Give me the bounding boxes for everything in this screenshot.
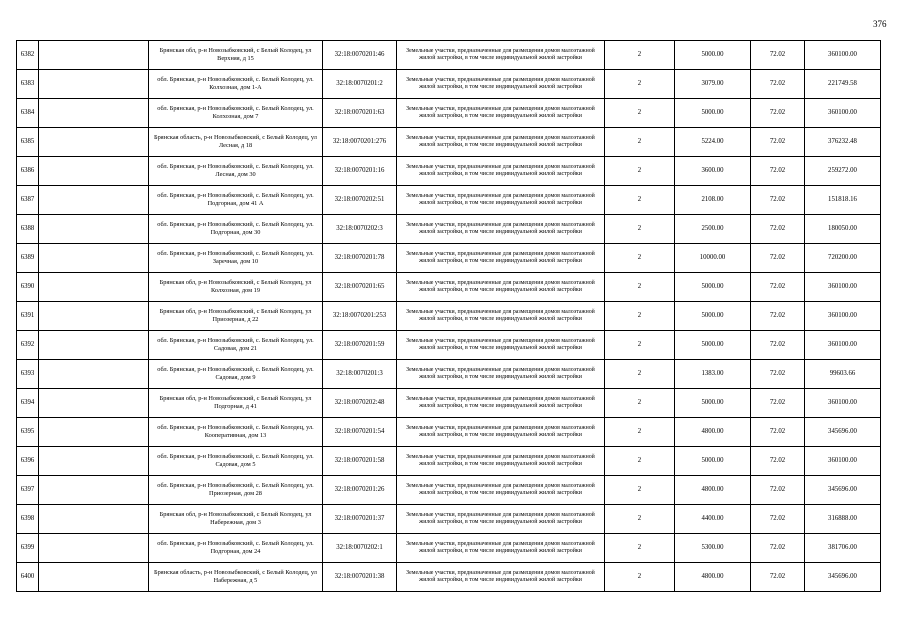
land-use-cell: Земельные участки, предназначенные для размещения домов малоэтажной жилой застройки, в том числе индивидуальной жилой застройки bbox=[397, 534, 605, 563]
cadastral-value-cell: 99603.66 bbox=[805, 360, 881, 389]
area-cell: 5300.00 bbox=[675, 534, 751, 563]
blank-cell bbox=[39, 244, 149, 273]
land-use-cell: Земельные участки, предназначенные для размещения домов малоэтажной жилой застройки, в том числе индивидуальной жилой застройки bbox=[397, 447, 605, 476]
table-row bbox=[17, 273, 881, 302]
address-cell: Брянская обл, р-н Новозыбковский, с Белый Колодец, ул Набережная, дом 3 bbox=[149, 505, 323, 534]
area-cell: 4800.00 bbox=[675, 418, 751, 447]
address-cell: Брянская обл, р-н Новозыбковский, с Белый Колодец, ул Колхозная, дом 19 bbox=[149, 273, 323, 302]
cadastral-value-cell: 360100.00 bbox=[805, 273, 881, 302]
land-use-cell: Земельные участки, предназначенные для размещения домов малоэтажной жилой застройки, в том числе индивидуальной жилой застройки bbox=[397, 505, 605, 534]
row-number-cell: 6397 bbox=[17, 476, 39, 505]
table-row bbox=[17, 331, 881, 360]
row-number-cell: 6394 bbox=[17, 389, 39, 418]
table-row bbox=[17, 99, 881, 128]
address-cell: Брянская область, р-н Новозыбковский, с Белый Колодец, ул Набережная, д 5 bbox=[149, 563, 323, 592]
address-cell: обл. Брянская, р-н Новозыбковский, с. Белый Колодец, ул. Колхозная, дом 1-А bbox=[149, 70, 323, 99]
specific-value-cell: 72.02 bbox=[751, 128, 805, 157]
address-cell: обл. Брянская, р-н Новозыбковский, с. Белый Колодец, ул. Кооперативная, дом 13 bbox=[149, 418, 323, 447]
blank-cell bbox=[39, 186, 149, 215]
category-code-cell: 2 bbox=[605, 418, 675, 447]
cadastral-value-cell: 360100.00 bbox=[805, 389, 881, 418]
land-use-cell: Земельные участки, предназначенные для размещения домов малоэтажной жилой застройки, в том числе индивидуальной жилой застройки bbox=[397, 70, 605, 99]
blank-cell bbox=[39, 331, 149, 360]
table-row bbox=[17, 157, 881, 186]
specific-value-cell: 72.02 bbox=[751, 476, 805, 505]
cadastral-number-cell: 32:18:0070201:276 bbox=[323, 128, 397, 157]
specific-value-cell: 72.02 bbox=[751, 418, 805, 447]
table-row bbox=[17, 534, 881, 563]
address-cell: обл. Брянская, р-н Новозыбковский, с. Белый Колодец, ул. Заречная, дом 10 bbox=[149, 244, 323, 273]
cadastral-value-cell: 345696.00 bbox=[805, 563, 881, 592]
address-cell: обл. Брянская, р-н Новозыбковский, с. Белый Колодец, ул. Колхозная, дом 7 bbox=[149, 99, 323, 128]
specific-value-cell: 72.02 bbox=[751, 360, 805, 389]
cadastral-number-cell: 32:18:0070201:63 bbox=[323, 99, 397, 128]
area-cell: 4800.00 bbox=[675, 563, 751, 592]
row-number-cell: 6386 bbox=[17, 157, 39, 186]
land-use-cell: Земельные участки, предназначенные для размещения домов малоэтажной жилой застройки, в том числе индивидуальной жилой застройки bbox=[397, 186, 605, 215]
cadastral-number-cell: 32:18:0070202:1 bbox=[323, 534, 397, 563]
blank-cell bbox=[39, 273, 149, 302]
specific-value-cell: 72.02 bbox=[751, 41, 805, 70]
row-number-cell: 6390 bbox=[17, 273, 39, 302]
area-cell: 5000.00 bbox=[675, 302, 751, 331]
land-use-cell: Земельные участки, предназначенные для размещения домов малоэтажной жилой застройки, в том числе индивидуальной жилой застройки bbox=[397, 563, 605, 592]
land-use-cell: Земельные участки, предназначенные для размещения домов малоэтажной жилой застройки, в том числе индивидуальной жилой застройки bbox=[397, 99, 605, 128]
land-use-cell: Земельные участки, предназначенные для размещения домов малоэтажной жилой застройки, в том числе индивидуальной жилой застройки bbox=[397, 476, 605, 505]
row-number-cell: 6396 bbox=[17, 447, 39, 476]
category-code-cell: 2 bbox=[605, 244, 675, 273]
area-cell: 4400.00 bbox=[675, 505, 751, 534]
registry-body bbox=[17, 41, 881, 592]
blank-cell bbox=[39, 128, 149, 157]
specific-value-cell: 72.02 bbox=[751, 505, 805, 534]
row-number-cell: 6391 bbox=[17, 302, 39, 331]
address-cell: обл. Брянская, р-н Новозыбковский, с. Белый Колодец, ул. Приозерная, дом 28 bbox=[149, 476, 323, 505]
address-cell: обл. Брянская, р-н Новозыбковский, с. Белый Колодец, ул. Садовая, дом 9 bbox=[149, 360, 323, 389]
address-cell: обл. Брянская, р-н Новозыбковский, с. Белый Колодец, ул. Подгорная, дом 24 bbox=[149, 534, 323, 563]
row-number-cell: 6387 bbox=[17, 186, 39, 215]
category-code-cell: 2 bbox=[605, 273, 675, 302]
registry-table bbox=[16, 40, 881, 592]
address-cell: Брянская обл, р-н Новозыбковский, с Белый Колодец, ул Приозерная, д 22 bbox=[149, 302, 323, 331]
cadastral-number-cell: 32:18:0070201:253 bbox=[323, 302, 397, 331]
area-cell: 2500.00 bbox=[675, 215, 751, 244]
blank-cell bbox=[39, 389, 149, 418]
cadastral-value-cell: 381706.00 bbox=[805, 534, 881, 563]
row-number-cell: 6388 bbox=[17, 215, 39, 244]
table-row bbox=[17, 215, 881, 244]
category-code-cell: 2 bbox=[605, 447, 675, 476]
area-cell: 3600.00 bbox=[675, 157, 751, 186]
table-row bbox=[17, 563, 881, 592]
row-number-cell: 6392 bbox=[17, 331, 39, 360]
row-number-cell: 6398 bbox=[17, 505, 39, 534]
cadastral-number-cell: 32:18:0070201:38 bbox=[323, 563, 397, 592]
blank-cell bbox=[39, 563, 149, 592]
area-cell: 3079.00 bbox=[675, 70, 751, 99]
land-use-cell: Земельные участки, предназначенные для размещения домов малоэтажной жилой застройки, в том числе индивидуальной жилой застройки bbox=[397, 128, 605, 157]
category-code-cell: 2 bbox=[605, 534, 675, 563]
category-code-cell: 2 bbox=[605, 70, 675, 99]
specific-value-cell: 72.02 bbox=[751, 186, 805, 215]
area-cell: 5000.00 bbox=[675, 41, 751, 70]
category-code-cell: 2 bbox=[605, 331, 675, 360]
category-code-cell: 2 bbox=[605, 360, 675, 389]
specific-value-cell: 72.02 bbox=[751, 70, 805, 99]
category-code-cell: 2 bbox=[605, 186, 675, 215]
cadastral-value-cell: 345696.00 bbox=[805, 418, 881, 447]
table-row bbox=[17, 302, 881, 331]
cadastral-value-cell: 360100.00 bbox=[805, 447, 881, 476]
blank-cell bbox=[39, 215, 149, 244]
cadastral-number-cell: 32:18:0070201:58 bbox=[323, 447, 397, 476]
land-use-cell: Земельные участки, предназначенные для размещения домов малоэтажной жилой застройки, в том числе индивидуальной жилой застройки bbox=[397, 389, 605, 418]
category-code-cell: 2 bbox=[605, 389, 675, 418]
table-row bbox=[17, 505, 881, 534]
blank-cell bbox=[39, 41, 149, 70]
area-cell: 2108.00 bbox=[675, 186, 751, 215]
blank-cell bbox=[39, 70, 149, 99]
row-number-cell: 6382 bbox=[17, 41, 39, 70]
specific-value-cell: 72.02 bbox=[751, 563, 805, 592]
cadastral-value-cell: 360100.00 bbox=[805, 302, 881, 331]
cadastral-value-cell: 151818.16 bbox=[805, 186, 881, 215]
cadastral-number-cell: 32:18:0070201:46 bbox=[323, 41, 397, 70]
address-cell: Брянская обл, р-н Новозыбковский, с Белый Колодец, ул Подгорная, д 41 bbox=[149, 389, 323, 418]
specific-value-cell: 72.02 bbox=[751, 99, 805, 128]
category-code-cell: 2 bbox=[605, 476, 675, 505]
category-code-cell: 2 bbox=[605, 302, 675, 331]
table-row bbox=[17, 418, 881, 447]
area-cell: 5000.00 bbox=[675, 389, 751, 418]
table-row bbox=[17, 186, 881, 215]
category-code-cell: 2 bbox=[605, 563, 675, 592]
land-use-cell: Земельные участки, предназначенные для размещения домов малоэтажной жилой застройки, в том числе индивидуальной жилой застройки bbox=[397, 302, 605, 331]
cadastral-number-cell: 32:18:0070201:37 bbox=[323, 505, 397, 534]
cadastral-number-cell: 32:18:0070201:59 bbox=[323, 331, 397, 360]
cadastral-number-cell: 32:18:0070202:3 bbox=[323, 215, 397, 244]
cadastral-number-cell: 32:18:0070201:65 bbox=[323, 273, 397, 302]
cadastral-number-cell: 32:18:0070201:16 bbox=[323, 157, 397, 186]
address-cell: Брянская обл, р-н Новозыбковский, с Белый Колодец, ул Верхняя, д 15 bbox=[149, 41, 323, 70]
cadastral-value-cell: 376232.48 bbox=[805, 128, 881, 157]
address-cell: Брянская область, р-н Новозыбковский, с Белый Колодец, ул Лесная, д 18 bbox=[149, 128, 323, 157]
area-cell: 1383.00 bbox=[675, 360, 751, 389]
land-use-cell: Земельные участки, предназначенные для размещения домов малоэтажной жилой застройки, в том числе индивидуальной жилой застройки bbox=[397, 360, 605, 389]
land-use-cell: Земельные участки, предназначенные для размещения домов малоэтажной жилой застройки, в том числе индивидуальной жилой застройки bbox=[397, 157, 605, 186]
specific-value-cell: 72.02 bbox=[751, 215, 805, 244]
cadastral-value-cell: 259272.00 bbox=[805, 157, 881, 186]
land-use-cell: Земельные участки, предназначенные для размещения домов малоэтажной жилой застройки, в том числе индивидуальной жилой застройки bbox=[397, 215, 605, 244]
blank-cell bbox=[39, 99, 149, 128]
category-code-cell: 2 bbox=[605, 505, 675, 534]
blank-cell bbox=[39, 157, 149, 186]
row-number-cell: 6393 bbox=[17, 360, 39, 389]
specific-value-cell: 72.02 bbox=[751, 534, 805, 563]
category-code-cell: 2 bbox=[605, 99, 675, 128]
cadastral-value-cell: 360100.00 bbox=[805, 99, 881, 128]
area-cell: 5000.00 bbox=[675, 331, 751, 360]
land-use-cell: Земельные участки, предназначенные для размещения домов малоэтажной жилой застройки, в том числе индивидуальной жилой застройки bbox=[397, 273, 605, 302]
category-code-cell: 2 bbox=[605, 157, 675, 186]
address-cell: обл. Брянская, р-н Новозыбковский, с. Белый Колодец, ул. Подгорная, дом 30 bbox=[149, 215, 323, 244]
cadastral-value-cell: 345696.00 bbox=[805, 476, 881, 505]
specific-value-cell: 72.02 bbox=[751, 302, 805, 331]
row-number-cell: 6385 bbox=[17, 128, 39, 157]
blank-cell bbox=[39, 476, 149, 505]
cadastral-value-cell: 720200.00 bbox=[805, 244, 881, 273]
table-row bbox=[17, 41, 881, 70]
specific-value-cell: 72.02 bbox=[751, 244, 805, 273]
row-number-cell: 6395 bbox=[17, 418, 39, 447]
table-row bbox=[17, 244, 881, 273]
address-cell: обл. Брянская, р-н Новозыбковский, с. Белый Колодец, ул. Садовая, дом 5 bbox=[149, 447, 323, 476]
specific-value-cell: 72.02 bbox=[751, 331, 805, 360]
specific-value-cell: 72.02 bbox=[751, 273, 805, 302]
table-row bbox=[17, 70, 881, 99]
table-row bbox=[17, 447, 881, 476]
blank-cell bbox=[39, 418, 149, 447]
row-number-cell: 6399 bbox=[17, 534, 39, 563]
category-code-cell: 2 bbox=[605, 215, 675, 244]
row-number-cell: 6389 bbox=[17, 244, 39, 273]
category-code-cell: 2 bbox=[605, 128, 675, 157]
cadastral-number-cell: 32:18:0070202:48 bbox=[323, 389, 397, 418]
row-number-cell: 6384 bbox=[17, 99, 39, 128]
blank-cell bbox=[39, 534, 149, 563]
area-cell: 5000.00 bbox=[675, 99, 751, 128]
cadastral-value-cell: 316888.00 bbox=[805, 505, 881, 534]
area-cell: 10000.00 bbox=[675, 244, 751, 273]
area-cell: 5000.00 bbox=[675, 273, 751, 302]
area-cell: 4800.00 bbox=[675, 476, 751, 505]
cadastral-number-cell: 32:18:0070201:54 bbox=[323, 418, 397, 447]
specific-value-cell: 72.02 bbox=[751, 389, 805, 418]
address-cell: обл. Брянская, р-н Новозыбковский, с. Белый Колодец, ул. Садовая, дом 21 bbox=[149, 331, 323, 360]
table-row bbox=[17, 476, 881, 505]
category-code-cell: 2 bbox=[605, 41, 675, 70]
blank-cell bbox=[39, 447, 149, 476]
page-number: 376 bbox=[873, 19, 887, 29]
land-use-cell: Земельные участки, предназначенные для размещения домов малоэтажной жилой застройки, в том числе индивидуальной жилой застройки bbox=[397, 331, 605, 360]
area-cell: 5000.00 bbox=[675, 447, 751, 476]
row-number-cell: 6383 bbox=[17, 70, 39, 99]
specific-value-cell: 72.02 bbox=[751, 157, 805, 186]
row-number-cell: 6400 bbox=[17, 563, 39, 592]
cadastral-number-cell: 32:18:0070201:78 bbox=[323, 244, 397, 273]
area-cell: 5224.00 bbox=[675, 128, 751, 157]
table-row bbox=[17, 128, 881, 157]
address-cell: обл. Брянская, р-н Новозыбковский, с. Белый Колодец, ул. Лесная, дом 30 bbox=[149, 157, 323, 186]
specific-value-cell: 72.02 bbox=[751, 447, 805, 476]
table-row bbox=[17, 360, 881, 389]
cadastral-number-cell: 32:18:0070201:26 bbox=[323, 476, 397, 505]
land-use-cell: Земельные участки, предназначенные для размещения домов малоэтажной жилой застройки, в том числе индивидуальной жилой застройки bbox=[397, 418, 605, 447]
table-row bbox=[17, 389, 881, 418]
blank-cell bbox=[39, 505, 149, 534]
blank-cell bbox=[39, 360, 149, 389]
land-use-cell: Земельные участки, предназначенные для размещения домов малоэтажной жилой застройки, в том числе индивидуальной жилой застройки bbox=[397, 244, 605, 273]
cadastral-number-cell: 32:18:0070201:2 bbox=[323, 70, 397, 99]
cadastral-value-cell: 221749.58 bbox=[805, 70, 881, 99]
address-cell: обл. Брянская, р-н Новозыбковский, с. Белый Колодец, ул. Подгорная, дом 41 А bbox=[149, 186, 323, 215]
cadastral-value-cell: 360100.00 bbox=[805, 331, 881, 360]
land-use-cell: Земельные участки, предназначенные для размещения домов малоэтажной жилой застройки, в том числе индивидуальной жилой застройки bbox=[397, 41, 605, 70]
cadastral-value-cell: 180050.00 bbox=[805, 215, 881, 244]
cadastral-number-cell: 32:18:0070201:3 bbox=[323, 360, 397, 389]
cadastral-value-cell: 360100.00 bbox=[805, 41, 881, 70]
blank-cell bbox=[39, 302, 149, 331]
cadastral-number-cell: 32:18:0070202:51 bbox=[323, 186, 397, 215]
